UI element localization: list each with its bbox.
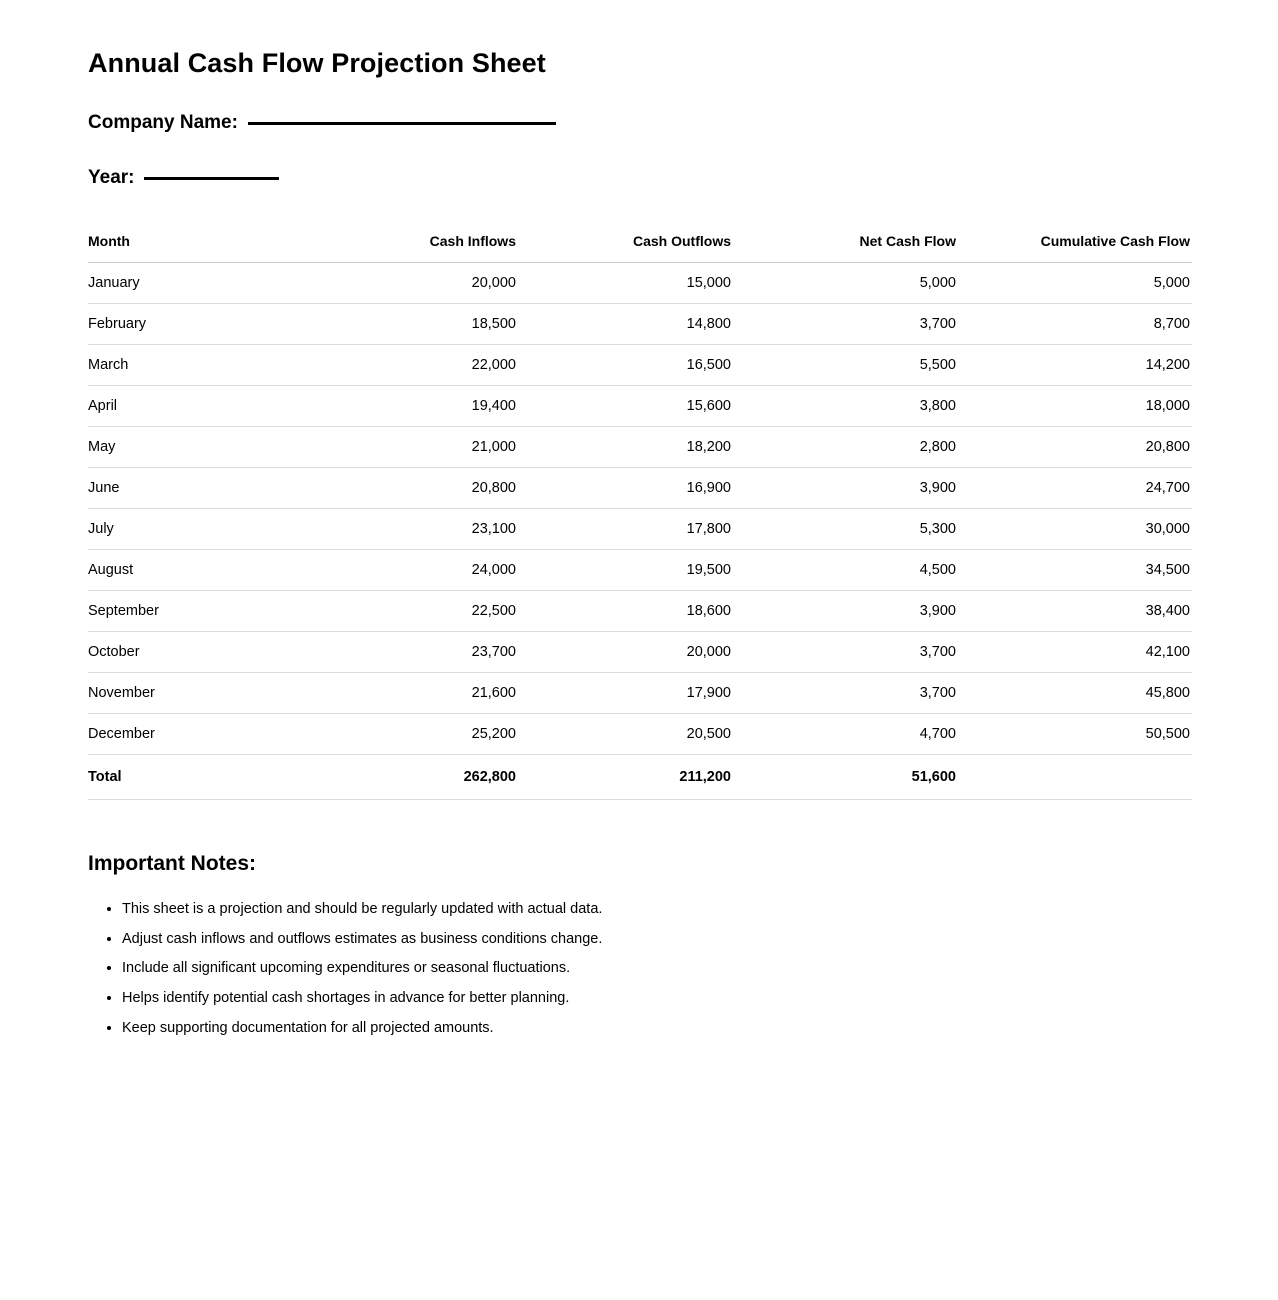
cell-cumulative: 30,000	[958, 509, 1192, 550]
table-total-row	[88, 755, 1192, 800]
cell-inflows: 23,100	[303, 509, 518, 550]
cell-month: October	[88, 632, 303, 673]
table-row	[88, 263, 1192, 304]
year-field	[88, 167, 1190, 189]
company-name-label: Company Name:	[88, 112, 238, 133]
cell-outflows: 15,000	[518, 263, 733, 304]
cell-month: September	[88, 591, 303, 632]
cell-net: 5,000	[733, 263, 958, 304]
cell-inflows: 21,000	[303, 427, 518, 468]
cell-inflows: 24,000	[303, 550, 518, 591]
page-title: Annual Cash Flow Projection Sheet	[88, 48, 546, 78]
cash-flow-table	[88, 233, 1192, 800]
table-row	[88, 345, 1192, 386]
cell-net: 5,300	[733, 509, 958, 550]
cell-inflows: 20,000	[303, 263, 518, 304]
cell-total-inflows: 262,800	[303, 755, 518, 800]
cell-net: 2,800	[733, 427, 958, 468]
list-item: • Keep supporting documentation for all projected amounts.	[122, 1019, 1190, 1037]
cell-month: March	[88, 345, 303, 386]
cell-cumulative: 38,400	[958, 591, 1192, 632]
list-item: • Include all significant upcoming expenditures or seasonal fluctuations.	[122, 959, 1190, 977]
column-header-month: Month	[88, 233, 303, 263]
cell-inflows: 20,800	[303, 468, 518, 509]
cell-outflows: 17,800	[518, 509, 733, 550]
table-row	[88, 427, 1192, 468]
cell-outflows: 20,500	[518, 714, 733, 755]
cell-outflows: 19,500	[518, 550, 733, 591]
table-header-row	[88, 233, 1192, 263]
cell-net: 3,700	[733, 673, 958, 714]
table-row	[88, 714, 1192, 755]
cell-outflows: 14,800	[518, 304, 733, 345]
year-label: Year:	[88, 167, 135, 188]
cell-month: August	[88, 550, 303, 591]
cell-cumulative: 45,800	[958, 673, 1192, 714]
column-header-cash-inflows: Cash Inflows	[303, 233, 518, 263]
cell-month: July	[88, 509, 303, 550]
table-row	[88, 632, 1192, 673]
cell-inflows: 22,000	[303, 345, 518, 386]
cell-outflows: 15,600	[518, 386, 733, 427]
column-header-cumulative-cash-flow: Cumulative Cash Flow	[958, 233, 1192, 263]
cell-net: 3,900	[733, 468, 958, 509]
cell-total-label: Total	[88, 755, 303, 800]
company-name-input[interactable]	[248, 122, 556, 125]
cell-outflows: 17,900	[518, 673, 733, 714]
company-name-field	[88, 112, 1190, 134]
cell-inflows: 18,500	[303, 304, 518, 345]
cell-inflows: 23,700	[303, 632, 518, 673]
cell-cumulative: 34,500	[958, 550, 1192, 591]
cell-month: December	[88, 714, 303, 755]
list-item: • This sheet is a projection and should be regularly updated with actual data.	[122, 900, 1190, 918]
notes-title: Important Notes:	[88, 852, 256, 875]
notes-list	[88, 900, 1190, 1037]
cell-inflows: 25,200	[303, 714, 518, 755]
column-header-net-cash-flow: Net Cash Flow	[733, 233, 958, 263]
cell-cumulative: 8,700	[958, 304, 1192, 345]
cell-cumulative: 24,700	[958, 468, 1192, 509]
cell-inflows: 22,500	[303, 591, 518, 632]
cell-month: January	[88, 263, 303, 304]
cell-outflows: 20,000	[518, 632, 733, 673]
table-row	[88, 304, 1192, 345]
cell-cumulative: 50,500	[958, 714, 1192, 755]
cell-net: 4,700	[733, 714, 958, 755]
cell-month: June	[88, 468, 303, 509]
cell-net: 3,800	[733, 386, 958, 427]
cell-cumulative: 42,100	[958, 632, 1192, 673]
cell-outflows: 16,900	[518, 468, 733, 509]
cell-net: 3,700	[733, 304, 958, 345]
cell-net: 3,900	[733, 591, 958, 632]
table-row	[88, 591, 1192, 632]
cell-cumulative: 20,800	[958, 427, 1192, 468]
list-item: • Helps identify potential cash shortages in advance for better planning.	[122, 989, 1190, 1007]
table-row	[88, 468, 1192, 509]
table-row	[88, 509, 1192, 550]
cell-inflows: 21,600	[303, 673, 518, 714]
cell-total-outflows: 211,200	[518, 755, 733, 800]
cell-cumulative: 14,200	[958, 345, 1192, 386]
table-row	[88, 550, 1192, 591]
cell-net: 5,500	[733, 345, 958, 386]
cell-net: 4,500	[733, 550, 958, 591]
cell-total-cumulative	[958, 755, 1192, 800]
cell-outflows: 18,200	[518, 427, 733, 468]
list-item: • Adjust cash inflows and outflows estimates as business conditions change.	[122, 930, 1190, 948]
cell-month: April	[88, 386, 303, 427]
cell-month: November	[88, 673, 303, 714]
table-row	[88, 673, 1192, 714]
cell-total-net: 51,600	[733, 755, 958, 800]
column-header-cash-outflows: Cash Outflows	[518, 233, 733, 263]
table-row	[88, 386, 1192, 427]
year-input[interactable]	[144, 177, 279, 180]
cell-month: February	[88, 304, 303, 345]
cell-cumulative: 18,000	[958, 386, 1192, 427]
cell-outflows: 16,500	[518, 345, 733, 386]
cell-inflows: 19,400	[303, 386, 518, 427]
cell-net: 3,700	[733, 632, 958, 673]
cell-cumulative: 5,000	[958, 263, 1192, 304]
cell-month: May	[88, 427, 303, 468]
cell-outflows: 18,600	[518, 591, 733, 632]
